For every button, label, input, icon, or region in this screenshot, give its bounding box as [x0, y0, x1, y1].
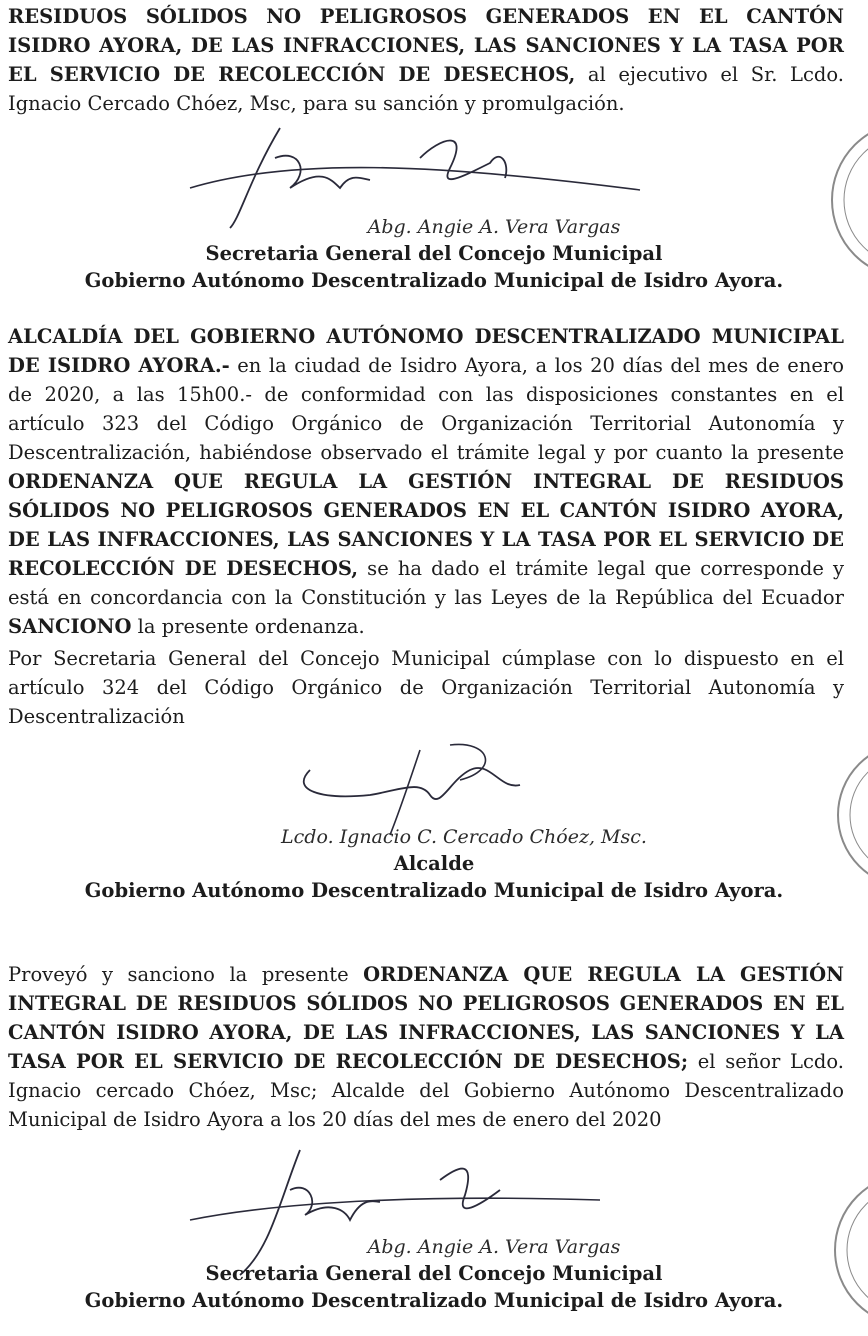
municipal-seal-icon — [825, 740, 868, 890]
alcaldia-text: se ha dado el trámite legal que corresponde y está en concordancia con la Constitución y las Leyes de la República del Ecuador — [8, 557, 845, 609]
signatory-org: Gobierno Autónomo Descentralizado Municipal de Isidro Ayora. — [84, 269, 784, 292]
signatory-org: Gobierno Autónomo Descentralizado Municipal de Isidro Ayora. — [84, 879, 784, 902]
alcaldia-bold-lead: ALCALDÍA DEL GOBIERNO AUTÓNOMO DESCENTRALIZADO MUNICIPAL DE ISIDRO AYORA.- — [8, 325, 844, 377]
sanciono-word: SANCIONO — [8, 615, 132, 638]
signatory-name: Abg. Angie A. Vera Vargas — [367, 1236, 621, 1258]
signatory-name: Lcdo. Ignacio C. Cercado Chóez, Msc. — [281, 826, 647, 848]
cumplase-paragraph: Por Secretaria General del Concejo Municipal cúmplase con lo dispuesto en el artículo 324 del Código Orgánico de Organización Territorial Autonomía y Descentralización — [8, 647, 844, 728]
intro-text: al ejecutivo el Sr. Lcdo. Ignacio Cercado Chóez, Msc, para su sanción y promulgación. — [8, 63, 844, 115]
ordinance-title: ORDENANZA QUE REGULA LA GESTIÓN INTEGRAL DE RESIDUOS SÓLIDOS NO PELIGROSOS GENERADOS EN EL CANTÓN ISIDRO AYORA, DE LAS INFRACCIONES, LAS SANCIONES Y LA TASA POR EL SERVICIO DE RECOLECCIÓN DE DESECHOS, — [8, 470, 844, 580]
municipal-seal-icon — [823, 1170, 868, 1330]
proveyo-text: Proveyó y sanciono la presente — [8, 963, 364, 986]
signatory-title: Alcalde — [393, 852, 475, 875]
intro-bold-title: RESIDUOS SÓLIDOS NO PELIGROSOS GENERADOS EN EL CANTÓN ISIDRO AYORA, DE LAS INFRACCIONES, LAS SANCIONES Y LA TASA POR EL SERVICIO DE RECOLECCIÓN DE DESECHOS, — [8, 5, 844, 86]
proveyo-text: el señor Lcdo. Ignacio cercado Chóez, Msc; Alcalde del Gobierno Autónomo Descentralizado Municipal de Isidro Ayora a los 20 días del mes de enero del 2020 — [8, 1050, 844, 1131]
signatory-org: Gobierno Autónomo Descentralizado Municipal de Isidro Ayora. — [84, 1289, 784, 1312]
signatory-title: Secretaria General del Concejo Municipal — [205, 242, 663, 265]
signature-block-2 — [0, 824, 868, 904]
municipal-seal-icon — [820, 120, 868, 280]
alcaldia-paragraph — [8, 322, 844, 641]
signature-block-1 — [0, 214, 868, 294]
ordinance-title: ORDENANZA QUE REGULA LA GESTIÓN INTEGRAL DE RESIDUOS SÓLIDOS NO PELIGROSOS GENERADOS EN EL CANTÓN ISIDRO AYORA, DE LAS INFRACCIONES, LAS SANCIONES Y LA TASA POR EL SERVICIO DE RECOLECCIÓN DE DESECHOS; — [8, 963, 844, 1073]
intro-paragraph — [8, 2, 844, 118]
proveyo-paragraph — [8, 960, 844, 1134]
signatory-name: Abg. Angie A. Vera Vargas — [367, 216, 621, 238]
alcaldia-text: la presente ordenanza. — [131, 615, 365, 638]
signature-block-3 — [0, 1234, 868, 1314]
alcaldia-text: en la ciudad de Isidro Ayora, a los 20 días del mes de enero de 2020, a las 15h00.- de conformidad con las disposiciones constantes en el artículo 323 del Código Orgánico de Organización Territorial Autonomía y Descentralización, habiéndose observado el trámite legal y por cuanto la presente — [8, 354, 844, 464]
signatory-title: Secretaria General del Concejo Municipal — [205, 1262, 663, 1285]
